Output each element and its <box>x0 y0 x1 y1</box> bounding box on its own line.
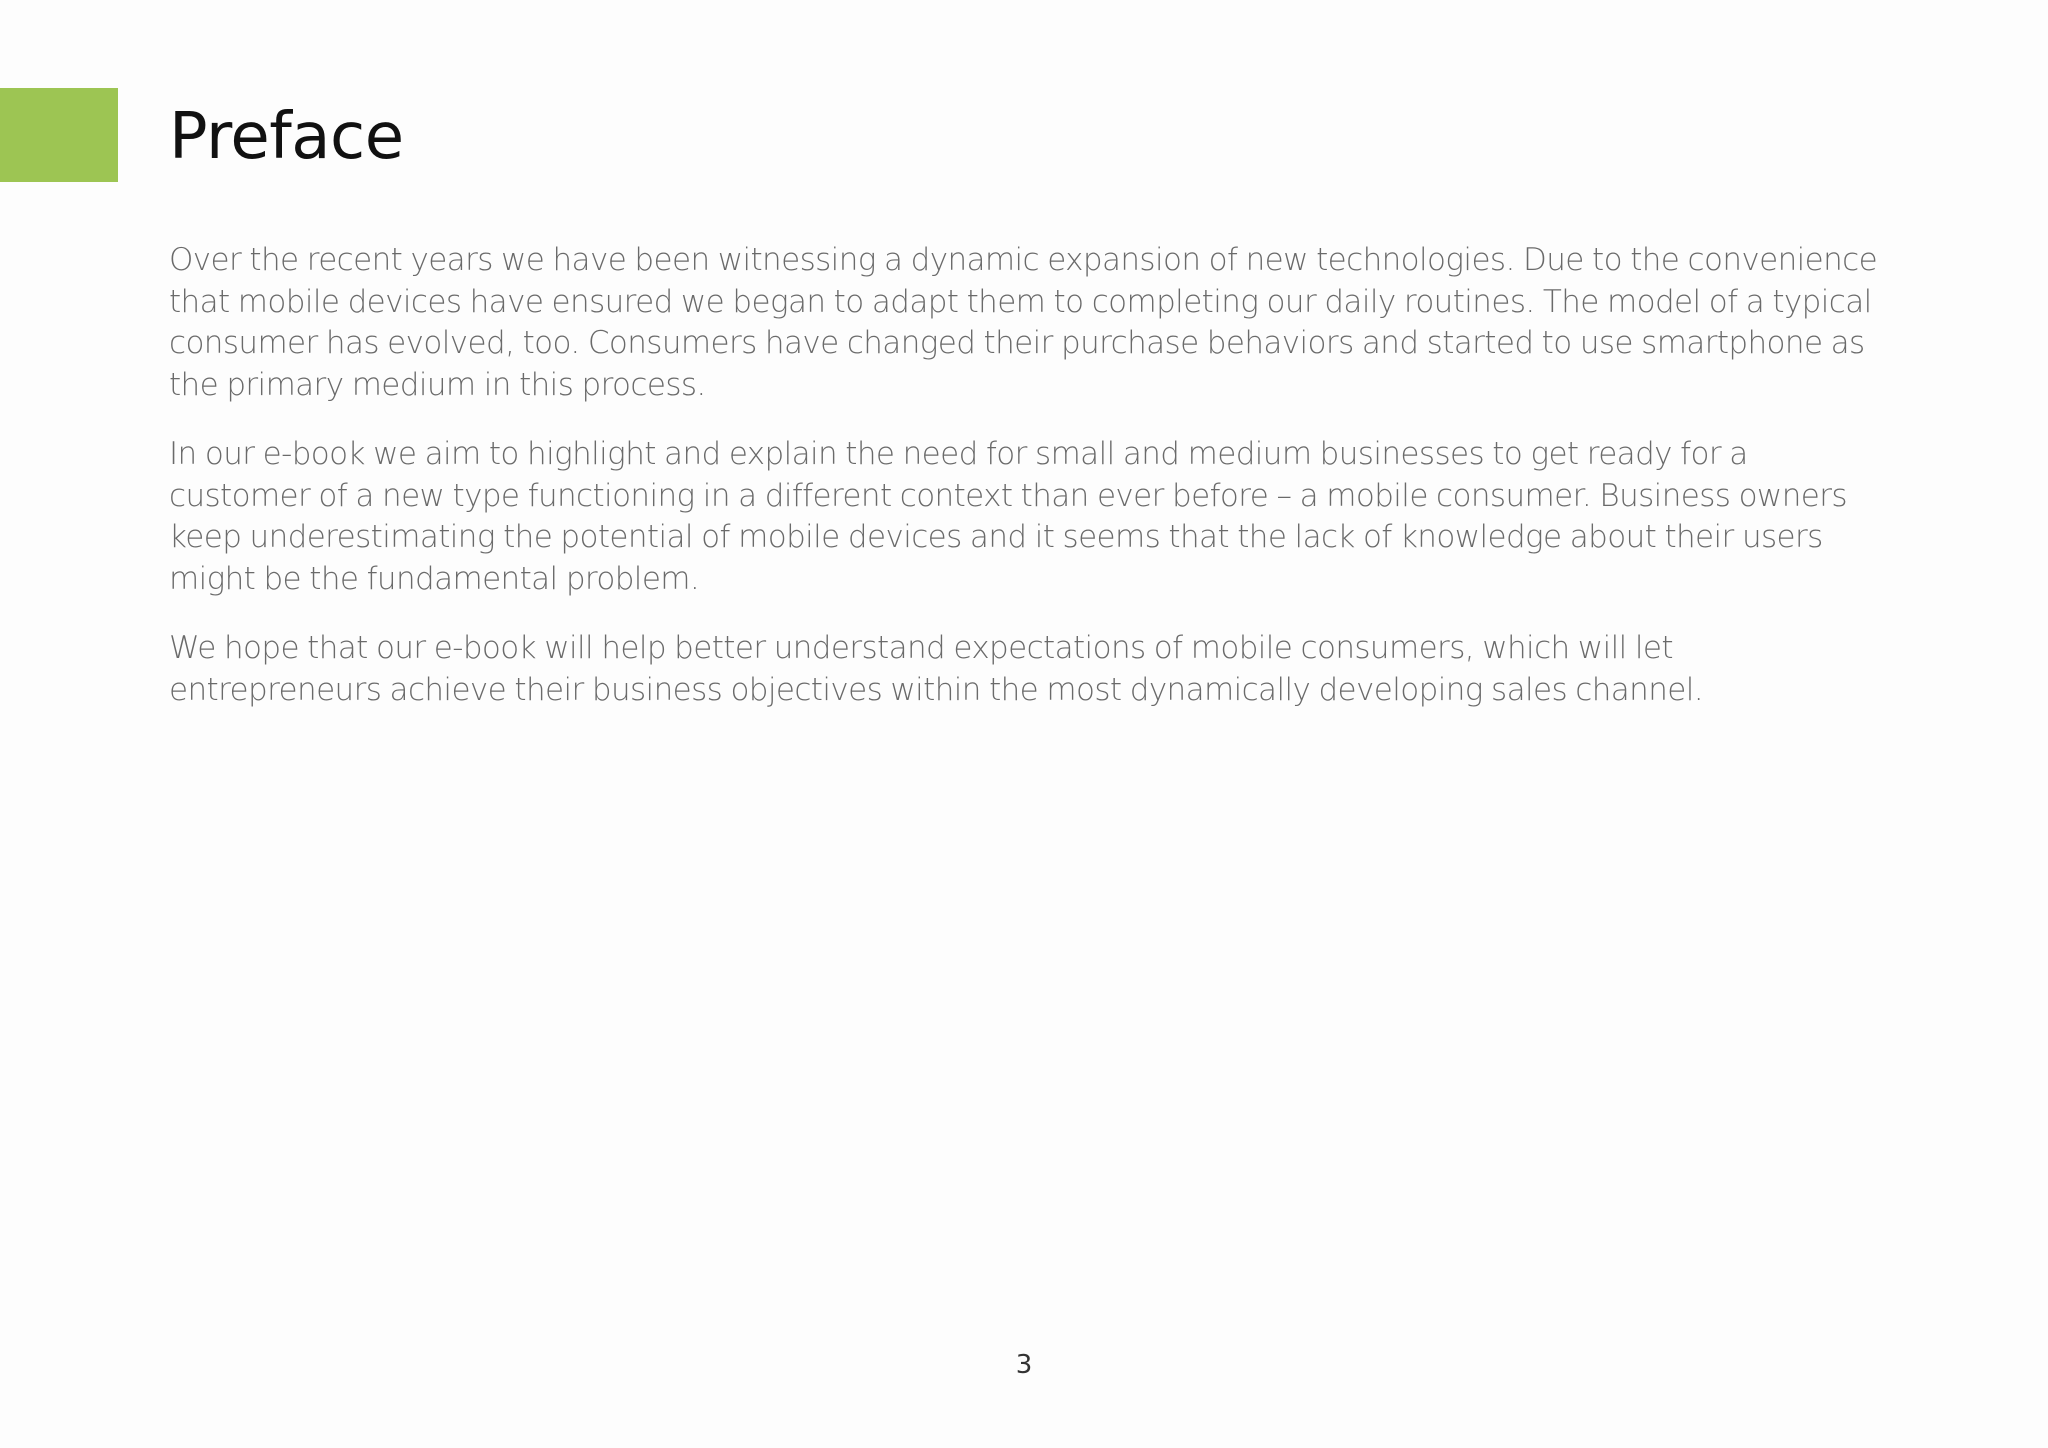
paragraph-3: We hope that our e-book will help better understand expectations of mobile consumers, which will let entrepreneurs achieve their business objectives within the most dynamically developing sales channel. <box>169 630 1703 708</box>
body-text <box>169 240 1889 739</box>
paragraph-1: Over the recent years we have been witnessing a dynamic expansion of new technologies. Due to the convenience that mobile devices have ensured we began to adapt them to completing our daily routines. The model of a typical consumer has evolved, too. Consumers have changed their purchase behaviors and started to use smartphone as the primary medium in this process. <box>169 242 1878 403</box>
accent-block <box>0 88 118 182</box>
page-number: 3 <box>1015 1350 1033 1380</box>
page-title: Preface <box>169 100 404 174</box>
paragraph-2: In our e-book we aim to highlight and explain the need for small and medium businesses to get ready for a customer of a new type functioning in a different context than ever before – a mobile consumer. Business owners keep underestimating the potential of mobile devices and it seems that the lack of knowledge about their users might be the fundamental problem. <box>169 436 1847 597</box>
